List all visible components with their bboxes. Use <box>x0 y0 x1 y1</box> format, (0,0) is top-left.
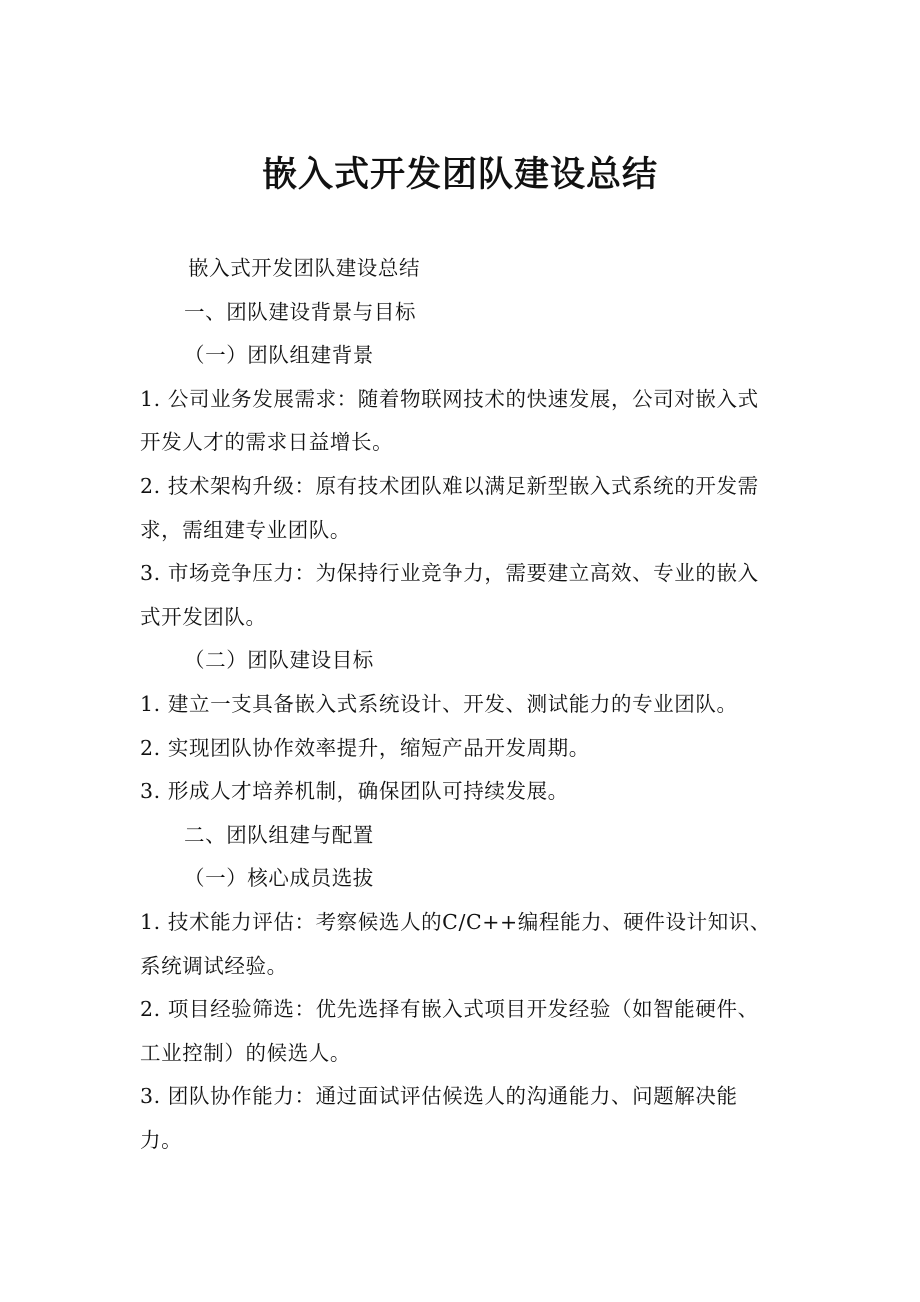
text-line: 开发人才的需求日益增长。 <box>140 430 394 455</box>
paragraph <box>140 1075 790 1162</box>
paragraph <box>140 814 790 858</box>
text-line: 3. 市场竞争压力：为保持行业竞争力，需要建立高效、专业的嵌入 <box>140 561 759 586</box>
paragraph <box>140 988 790 1075</box>
text-line: 3. 团队协作能力：通过面试评估候选人的沟通能力、问题解决能 <box>140 1084 738 1109</box>
paragraph <box>140 901 790 988</box>
paragraph <box>140 552 790 639</box>
paragraph <box>140 291 790 335</box>
paragraph <box>140 727 790 771</box>
text-line: 1. 建立一支具备嵌入式系统设计、开发、测试能力的专业团队。 <box>140 691 738 716</box>
text-line: 系统调试经验。 <box>140 953 288 978</box>
text-line: （二）团队建设目标 <box>184 648 374 673</box>
text-line: 嵌入式开发团队建设总结 <box>188 256 421 280</box>
text-line: 2. 实现团队协作效率提升，缩短产品开发周期。 <box>140 735 590 760</box>
text-line: 求，需组建专业团队。 <box>140 517 351 542</box>
text-line: 1. 技术能力评估：考察候选人的C/C++编程能力、硬件设计知识、 <box>140 909 772 934</box>
text-line: 二、团队组建与配置 <box>184 822 374 847</box>
paragraph <box>140 857 790 901</box>
paragraph <box>140 683 790 727</box>
document-body <box>140 247 790 1162</box>
text-line: 2. 技术架构升级：原有技术团队难以满足新型嵌入式系统的开发需 <box>140 473 759 498</box>
text-line: 3. 形成人才培养机制，确保团队可持续发展。 <box>140 779 569 804</box>
text-line: 2. 项目经验筛选：优先选择有嵌入式项目开发经验（如智能硬件、 <box>140 997 759 1022</box>
text-line: 工业控制）的候选人。 <box>140 1040 351 1065</box>
text-line: （一）团队组建背景 <box>184 343 374 368</box>
text-line: 力。 <box>140 1127 183 1152</box>
paragraph <box>140 639 790 683</box>
document-title: 嵌入式开发团队建设总结 <box>261 155 658 195</box>
text-line: 一、团队建设背景与目标 <box>184 299 417 324</box>
paragraph <box>140 770 790 814</box>
paragraph <box>140 378 790 465</box>
paragraph <box>140 247 790 291</box>
text-line: （一）核心成员选拔 <box>184 866 374 891</box>
text-line: 式开发团队。 <box>140 604 267 629</box>
paragraph <box>140 334 790 378</box>
paragraph <box>140 465 790 552</box>
text-line: 1. 公司业务发展需求：随着物联网技术的快速发展，公司对嵌入式 <box>140 386 759 411</box>
